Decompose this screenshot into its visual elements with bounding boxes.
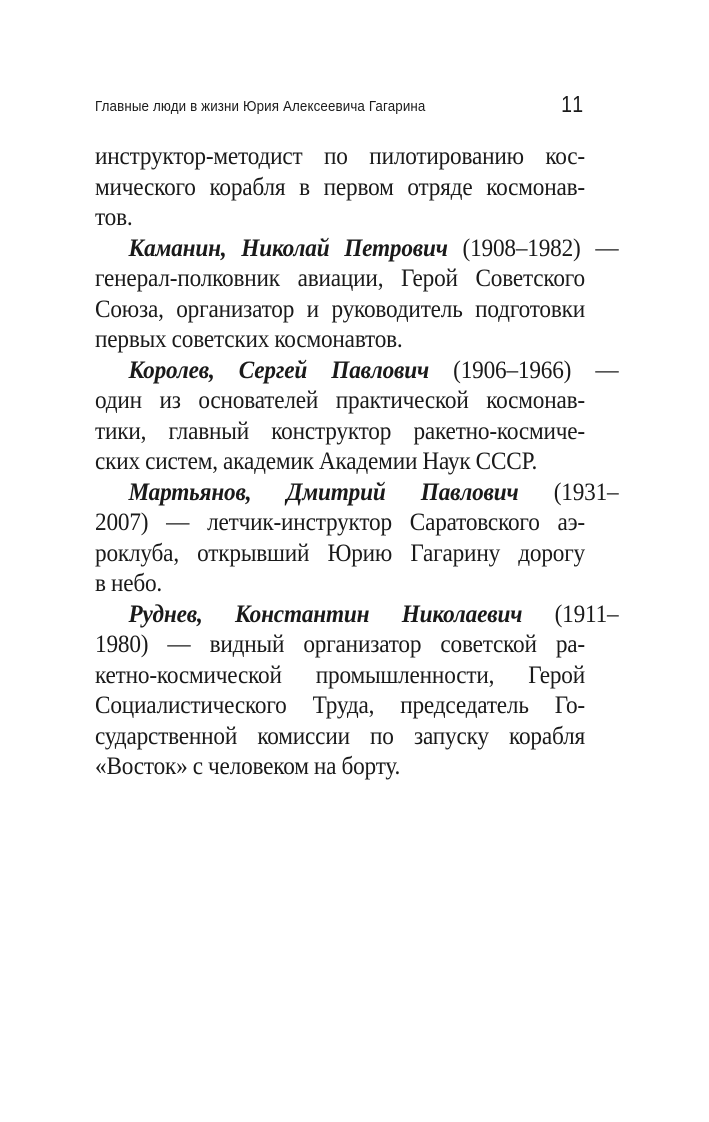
entry-line: 2007) — летчик-инструктор Саратовского аэ- [95, 509, 585, 536]
intro-line: мического корабля в первом отряде космонав- [95, 173, 585, 201]
intro-line: инструктор-методист по пилотированию кос- [95, 143, 585, 170]
entry-heading [95, 478, 618, 509]
body-text [95, 142, 619, 783]
entry-dates: (1908–1982) — [447, 234, 619, 262]
entry-line: генерал-полковник авиации, Герой Советского [95, 265, 585, 292]
entry-line: ских систем, академик Академии Наук СССР. [95, 448, 538, 475]
entry-line: 1980) — видный организатор советской ра- [95, 631, 585, 658]
entry-heading [95, 234, 618, 265]
entry-line: роклуба, открывший Юрию Гагарину дорогу [95, 539, 585, 567]
page-number: 11 [561, 91, 585, 117]
person-name: Руднев, Константин Николаевич [128, 600, 523, 628]
running-title: Главные люди в жизни Юрия Алексеевича Гагарина [95, 99, 426, 115]
entry-line: Социалистического Труда, председатель Го- [95, 692, 585, 719]
entry-line: Союза, организатор и руководитель подготовки [95, 295, 585, 323]
entry-line: тики, главный конструктор ракетно-космиче- [95, 417, 585, 445]
entry-line: один из основателей практической космонав- [95, 387, 585, 414]
entry-dates: (1931– [518, 478, 619, 506]
entry-dates: (1906–1966) — [428, 356, 619, 384]
entry-heading [95, 356, 618, 387]
entry-line: сударственной комиссии по запуску корабля [95, 722, 585, 750]
entry-line: в небо. [95, 570, 163, 597]
entry-line: кетно-космической промышленности, Герой [95, 661, 585, 689]
running-head [95, 91, 585, 120]
entry-heading [95, 600, 618, 631]
entry-dates: (1911– [522, 600, 619, 628]
person-name: Королев, Сергей Павлович [128, 356, 429, 384]
person-name: Мартьянов, Дмитрий Павлович [128, 478, 519, 506]
person-name: Каманин, Николай Петрович [128, 234, 448, 262]
entry-line: «Восток» с человеком на борту. [95, 753, 401, 780]
intro-line: тов. [95, 204, 133, 231]
entry-line: первых советских космонавтов. [95, 326, 403, 353]
